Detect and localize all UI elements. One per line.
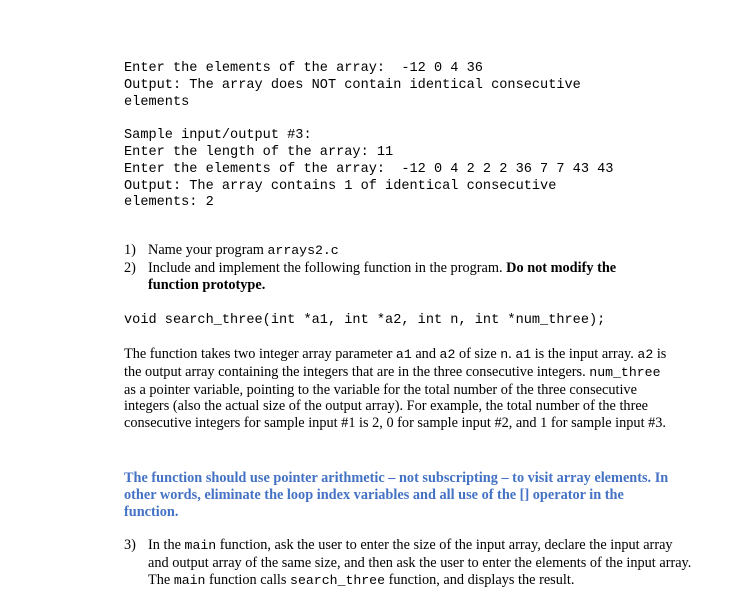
sample3-line1: Enter the length of the array: 11 [124,145,394,160]
function-description: The function takes two integer array parameter a1 and a2 of size n. a1 is the input array. a2 is the output array containing the integers that are in the three consecutive integers. num_three as a pointer variable, pointing to the variable for the total number of the three consecutive integers (also the actual size of the output array). For example, the total number of the three consecutive integers for sample input #1 is 2, 0 for sample input #2, and 1 for sample input #3. [124,346,667,432]
list-number: 2) [124,260,136,276]
sample2-line2: Output: The array does NOT contain identical consecutive [124,78,581,93]
sample3-line2: Enter the elements of the array: -12 0 4 2 2 2 36 7 7 43 43 [124,162,614,177]
list-bold-text: Do not modify the function prototype. [148,260,617,293]
sample3-heading: Sample input/output #3: [124,128,312,143]
program-filename: arrays2.c [267,243,339,258]
list-text: Include and implement the following function in the program. [148,260,507,276]
sample3-line3: Output: The array contains 1 of identical consecutive [124,179,557,194]
sample3-line4: elements: 2 [124,195,214,210]
sample2-line3: elements [124,95,190,110]
document-page: Enter the elements of the array: -12 0 4 36 Output: The array does NOT contain identical consecutive elements Sample input/output #3: Enter the length of the array: 11 Enter the elements of the array: -12 0 4 2 2 2 36 7 7 43 43 Output: The array contains 1 of identical consecutive elements: 2 1) Name your program arrays2.c 2) Include and implement the following function in the program. Do not modify the function prototype. void search_three(int *a1, int *a2, int n, int *num_three); The function takes two integer array parameter a1 and a2 of size n. a1 is the input array. a2 is the output array containing the integers that are in the three consecutive integers. num_three as a pointer variable, pointing to the variable for the total number of the three consecutive integers (also the actual size of the output array). For example, the total number of the three consecutive integers for sample input #1 is 2, 0 for sample input #2, and 1 for sample input #3. The function should use pointer arithmetic – not subscripting – to visit array elements. In other words, eliminate the loop index variables and all use of the [] operator in the function. 3) In the main function, ask the user to enter the size of the input array, declare the input array and output array of the same size, and then ask the user to enter the elements of the input array. The main function calls search_three function, and displays the result. [124,61,692,588]
list-number: 3) [124,537,136,553]
list-number: 1) [124,242,136,258]
sample2-line1: Enter the elements of the array: -12 0 4 36 [124,61,483,76]
pointer-arithmetic-note: The function should use pointer arithmetic – not subscripting – to visit array elements. In other words, eliminate the loop index variables and all use of the [] operator in the function. [124,470,669,520]
function-prototype: void search_three(int *a1, int *a2, int n, int *num_three); [124,313,606,328]
list-text: Name your program [148,242,268,258]
